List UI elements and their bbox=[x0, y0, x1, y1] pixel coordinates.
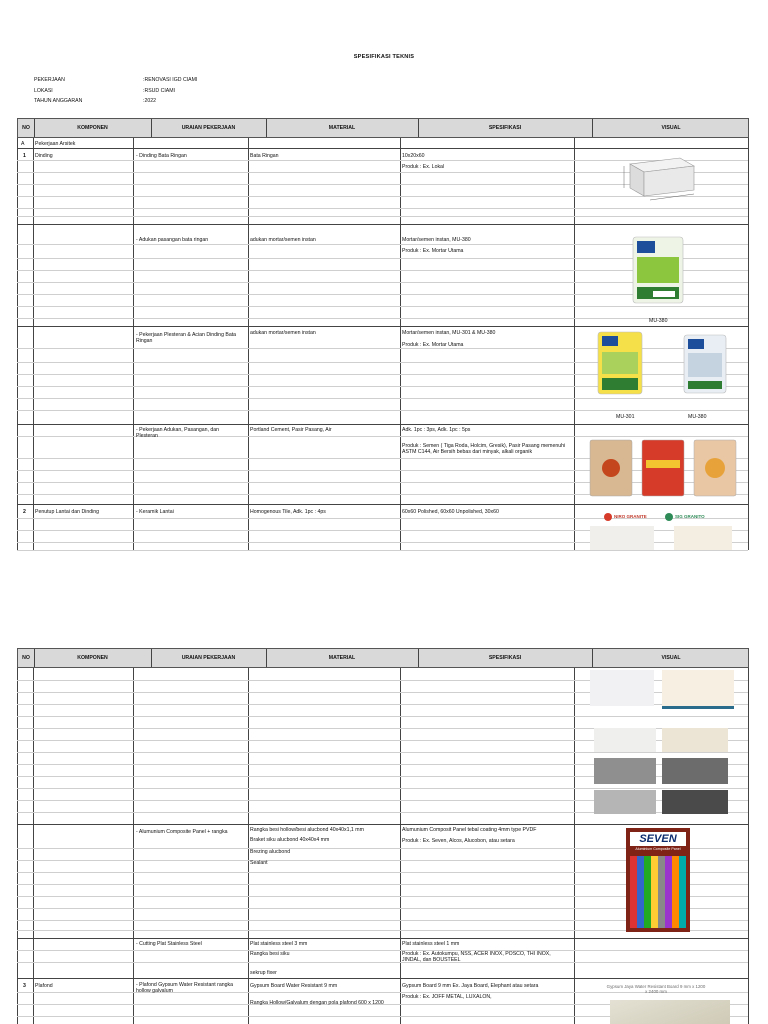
beige-tile-image bbox=[662, 670, 734, 709]
tile-swatch-3 bbox=[594, 758, 656, 784]
seven-brand-text: SEVEN bbox=[630, 832, 686, 846]
white-marble-tile-image bbox=[590, 670, 654, 706]
caption-mu380-b: MU-380 bbox=[688, 414, 707, 420]
meta-value-tahun: :2022 bbox=[143, 98, 156, 104]
tile-swatch-6 bbox=[662, 790, 728, 814]
seven-color-chart bbox=[630, 856, 686, 928]
header-material-2: MATERIAL bbox=[328, 655, 356, 661]
spec-bata-ringan-size: 10x20x60 bbox=[402, 153, 425, 159]
caption-gypsum: Gypsum Jaya Water Resistant Board 9 mm x 1200 x 2400 mm bbox=[606, 984, 706, 994]
brand-sig: SIG GRANITO bbox=[675, 514, 705, 519]
uraian-plesteran-acian-text: - Pekerjaan Plesteran & Acian Dinding Bata Ringan bbox=[136, 332, 237, 344]
header-uraian-2: URAIAN PEKERJAAN bbox=[181, 655, 236, 661]
caption-mu380: MU-380 bbox=[649, 318, 668, 324]
material-keramik-lantai: Homogenous Tile, Adk. 1pc : 4ps bbox=[250, 509, 326, 515]
header-no: NO bbox=[22, 125, 30, 131]
spec-adukan-pasangan-produk: Produk : Ex. Mortar Utama bbox=[402, 248, 464, 254]
header-komponen: KOMPONEN bbox=[77, 125, 108, 131]
header-material: MATERIAL bbox=[328, 125, 356, 131]
table-header-row-2 bbox=[17, 648, 749, 668]
brand-niro: NIRO GRANITE bbox=[614, 514, 647, 519]
header-uraian: URAIAN PEKERJAAN bbox=[181, 125, 236, 131]
material-acp-4: Sealant bbox=[250, 860, 268, 866]
uraian-steel: - Cutting Plat Stainless Steel bbox=[136, 941, 202, 947]
seven-acp-catalog-image bbox=[626, 828, 690, 932]
tile-swatch-2 bbox=[662, 728, 728, 752]
tile-swatch-4 bbox=[662, 758, 728, 784]
spec-plafond-2: Produk : Ex. JOFF METAL, LUXALON, bbox=[402, 994, 492, 1000]
row-no-1: 1 bbox=[23, 153, 26, 159]
doc-title: SPESIFIKASI TEKNIS bbox=[353, 54, 415, 60]
row-no-3: 3 bbox=[23, 983, 26, 989]
spec-adukan-plesteran-produk: Produk : Semen ( Tiga Roda, Holcim, Gresik), Pasir Pasang memenuhi ASTM C144, Air Bersih bebas dari minyak, alkali organik bbox=[402, 443, 566, 455]
uraian-keramik-lantai: - Keramik Lantai bbox=[136, 509, 174, 515]
meta-value-pekerjaan: :RENOVASI IGD CIAMI bbox=[143, 77, 198, 83]
material-steel-2: Rangka besi siku bbox=[250, 951, 290, 957]
komponen-dinding: Dinding bbox=[35, 153, 53, 159]
meta-label-lokasi: LOKASI bbox=[34, 88, 53, 94]
meta-value-lokasi: :RSUD CIAMI bbox=[143, 88, 175, 94]
material-bata-ringan: Bata Ringan bbox=[250, 153, 279, 159]
spec-bata-ringan-produk: Produk : Ex. Lokal bbox=[402, 164, 445, 170]
header-spesifikasi: SPESIFIKASI bbox=[488, 125, 522, 131]
spec-steel-2: Produk : Ex. Autokumpu, NSS, ACER INOX, POSCO, THI INOX, JINDAL, dan BOUSTEEL bbox=[402, 951, 551, 963]
header-no-2: NO bbox=[22, 655, 30, 661]
header-visual: VISUAL bbox=[661, 125, 681, 131]
material-steel-3: sekrup fixer bbox=[250, 970, 277, 976]
spec-acp-1: Alumunium Composit Panel tebal coating 4mm type PVDF bbox=[402, 827, 537, 833]
material-acp-2: Braket siku alucbond 40x40x4 mm bbox=[250, 837, 330, 843]
spec-steel-1: Plat stainless steel 1 mm bbox=[402, 941, 460, 947]
uraian-bata-ringan: - Dinding Bata Ringan bbox=[136, 153, 187, 159]
seven-brand-sub: Aluminium Composite Panel bbox=[635, 847, 681, 851]
material-acp-1: Rangka besi hollow/besi alucbond 40x40x1,1 mm bbox=[250, 827, 364, 833]
caption-mu301: MU-301 bbox=[616, 414, 635, 420]
material-steel-1: Plat stainless steel 3 mm bbox=[250, 941, 308, 947]
material-adukan-plesteran: Portland Cement, Pasir Pasang, Air bbox=[250, 427, 332, 433]
uraian-adukan-pasangan: - Adukan pasangan bata ringan bbox=[136, 237, 209, 243]
meta-label-pekerjaan: PEKERJAAN bbox=[34, 77, 65, 83]
spec-adukan-plesteran: Adk. 1pc : 3ps, Adk. 1pc : 5ps bbox=[402, 427, 471, 433]
header-spesifikasi-2: SPESIFIKASI bbox=[488, 655, 522, 661]
spec-keramik-lantai: 60x60 Polished, 60x60 Unpolished, 30x60 bbox=[402, 509, 499, 515]
uraian-plafond: - Plafond Gypsum Water Resistant rangka hollow galvalum bbox=[136, 982, 233, 994]
komponen-plafond: Plafond bbox=[35, 983, 53, 989]
komponen-penutup-lantai: Penutup Lantai dan Dinding bbox=[35, 509, 100, 515]
material-plafond-1: Gypsum Board Water Resistant 9 mm bbox=[250, 983, 338, 989]
spec-plafond-1: Gypsum Board 9 mm Ex. Jaya Board, Elephant atau setara bbox=[402, 983, 539, 989]
section-no: A bbox=[21, 141, 25, 147]
material-plafond-2: Rangka Hollow/Galvalum dengan pola plafond 600 x 1200 bbox=[250, 1000, 384, 1006]
tile-swatch-5 bbox=[594, 790, 656, 814]
header-komponen-2: KOMPONEN bbox=[77, 655, 108, 661]
spec-adukan-pasangan: Mortar/semen instan, MU-380 bbox=[402, 237, 471, 243]
section-label: Pekerjaan Arsitek bbox=[35, 141, 76, 147]
uraian-acp: - Alumunium Composite Panel + rangka bbox=[136, 829, 228, 835]
spec-plesteran-acian: Mortar/semen instan, MU-301 & MU-380 bbox=[402, 330, 496, 336]
spec-plesteran-acian-produk: Produk : Ex. Mortar Utama bbox=[402, 342, 464, 348]
header-visual-2: VISUAL bbox=[661, 655, 681, 661]
material-acp-3: Brezing alucbond bbox=[250, 849, 291, 855]
material-adukan-pasangan: adukan mortar/semen instan bbox=[250, 237, 316, 243]
tile-swatch-1 bbox=[594, 728, 656, 752]
uraian-adukan-plesteran-text: - Pekerjaan Adukan, Pasangan, dan Plesteran bbox=[136, 427, 220, 439]
gypsum-board-image bbox=[610, 1000, 730, 1024]
row-no-2: 2 bbox=[23, 509, 26, 515]
material-plesteran-acian: adukan mortar/semen instan bbox=[250, 330, 316, 336]
meta-label-tahun: TAHUN ANGGARAN bbox=[34, 98, 83, 104]
spec-acp-2: Produk : Ex. Seven, Alcos, Alucobon, atau setara bbox=[402, 838, 515, 844]
